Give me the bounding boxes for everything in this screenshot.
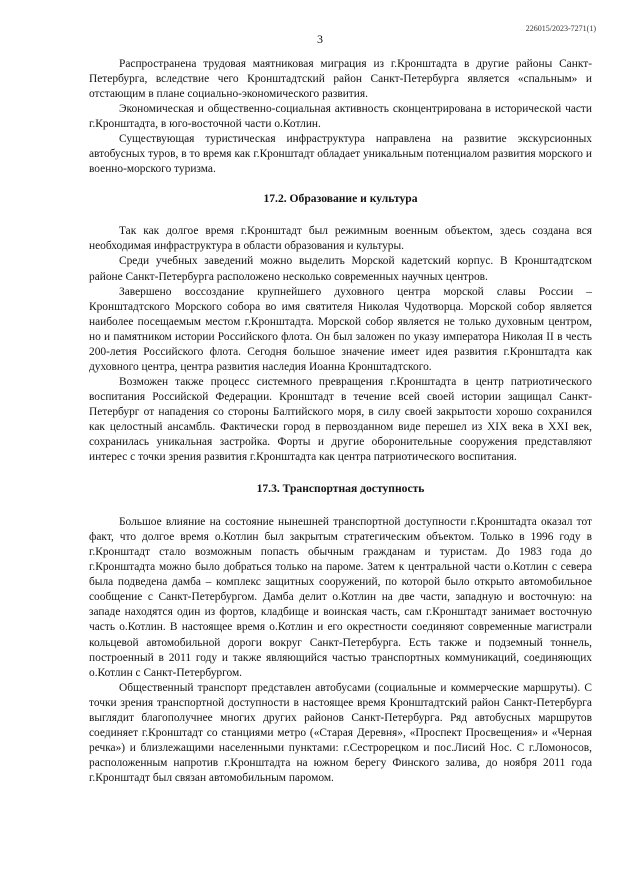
page-number: 3 [317,32,323,46]
body-paragraph: Существующая туристическая инфраструктура направлена на развитие экскурсионных автобусных туров, в то время как г.Кронштадт обладает уникальным потенциалом развития морского и военно-морского туризма. [89,133,592,176]
body-paragraph: Распространена трудовая маятниковая миграция из г.Кронштадта в другие районы Санкт-Петербурга, вследствие чего Кронштадтский район Санкт-Петербурга является «спальным» и отстающим в плане социально-экономического развития. [89,58,592,101]
body-paragraph: Общественный транспорт представлен автобусами (социальные и коммерческие маршруты). С точки зрения транспортной доступности в настоящее время Кронштадтский район Санкт-Петербурга выглядит благополучнее многих других районов Санкт-Петербурга. Ряд автобусных маршрутов соединяет г.Кронштадт со станциями метро («Старая Деревня», «Проспект Просвещения» и «Черная речка») и близлежащими населенными пунктами: г.Сестрорецком и пос.Лисий Нос. С г.Ломоносов, расположенным напротив г.Кронштадта на южном берегу Финского залива, до ноября 2011 года г.Кронштадт был связан автомобильным паромом. [89,681,592,784]
body-paragraph: Так как долгое время г.Кронштадт был режимным военным объектом, здесь создана вся необходимая инфраструктура в области образования и культуры. [89,225,592,253]
body-paragraph: Большое влияние на состояние нынешней транспортной доступности г.Кронштадта оказал тот факт, что долгое время о.Котлин был закрытым стратегическим объектом. Только в 1996 году в г.Кронштадт стало возможным попасть обычным гражданам и туристам. До 1983 года до г.Кронштадта можно было добраться только на пароме. Затем к центральной части о.Котлин с севера была подведена дамба – комплекс защитных сооружений, по которой было открыто автомобильное сообщение с Санкт-Петербургом. Дамба делит о.Котлин на две части, западную и восточную: на западе находятся один из фортов, кладбище и воинская часть, сам г.Кронштадт занимает восточную часть о.Котлин. В настоящее время о.Котлин и его окрестности соединяют современные магистрали кольцевой автомобильной дороги вокруг Санкт-Петербурга. Есть также и подземный тоннель, построенный в 2011 году и также являющийся частью транспортных коммуникаций, соединяющих о.Котлин с Санкт-Петербургом. [89,516,592,679]
document-body [89,57,592,786]
body-paragraph: Возможен также процесс системного превращения г.Кронштадта в центр патриотического воспитания Российской Федерации. Кронштадт в течение всей своей истории защищал Санкт-Петербург от нападения со стороны Балтийского моря, в силу своей закрытости хорошо сохранился как целостный ансамбль. Фактически город в первозданном виде перешел из XIX века в XXI век, сохранилась уникальная застройка. Форты и другие оборонительные сооружения представляют интерес с точки зрения развития г.Кронштадта как центра патриотического воспитания. [89,375,592,464]
body-paragraph: Среди учебных заведений можно выделить Морской кадетский корпус. В Кронштадтском районе Санкт-Петербурга расположено несколько современных научных центров. [89,255,592,283]
body-paragraph: Экономическая и общественно-социальная активность сконцентрирована в исторической части г.Кронштадта, в юго-восточной части о.Котлин. [89,103,592,131]
body-paragraph: Завершено воссоздание крупнейшего духовного центра морской славы России – Кронштадтского Морского собора во имя святителя Николая Чудотворца. Морской собор является наиболее посещаемым местом г.Кронштадта. Морской собор является не только духовным центром, но и памятником истории Российского флота. Он был заложен по указу императора Николая II в честь 200-летия Российского флота. Сегодня большое значение имеет идея развития г.Кронштадта как духовного центра, центра развития наследия Иоанна Кронштадтского. [89,285,592,373]
section-heading-education: 17.2. Образование и культура [263,192,418,206]
document-number: 226015/2023-7271(1) [525,24,596,33]
section-heading-transport: 17.3. Транспортная доступность [256,482,425,496]
